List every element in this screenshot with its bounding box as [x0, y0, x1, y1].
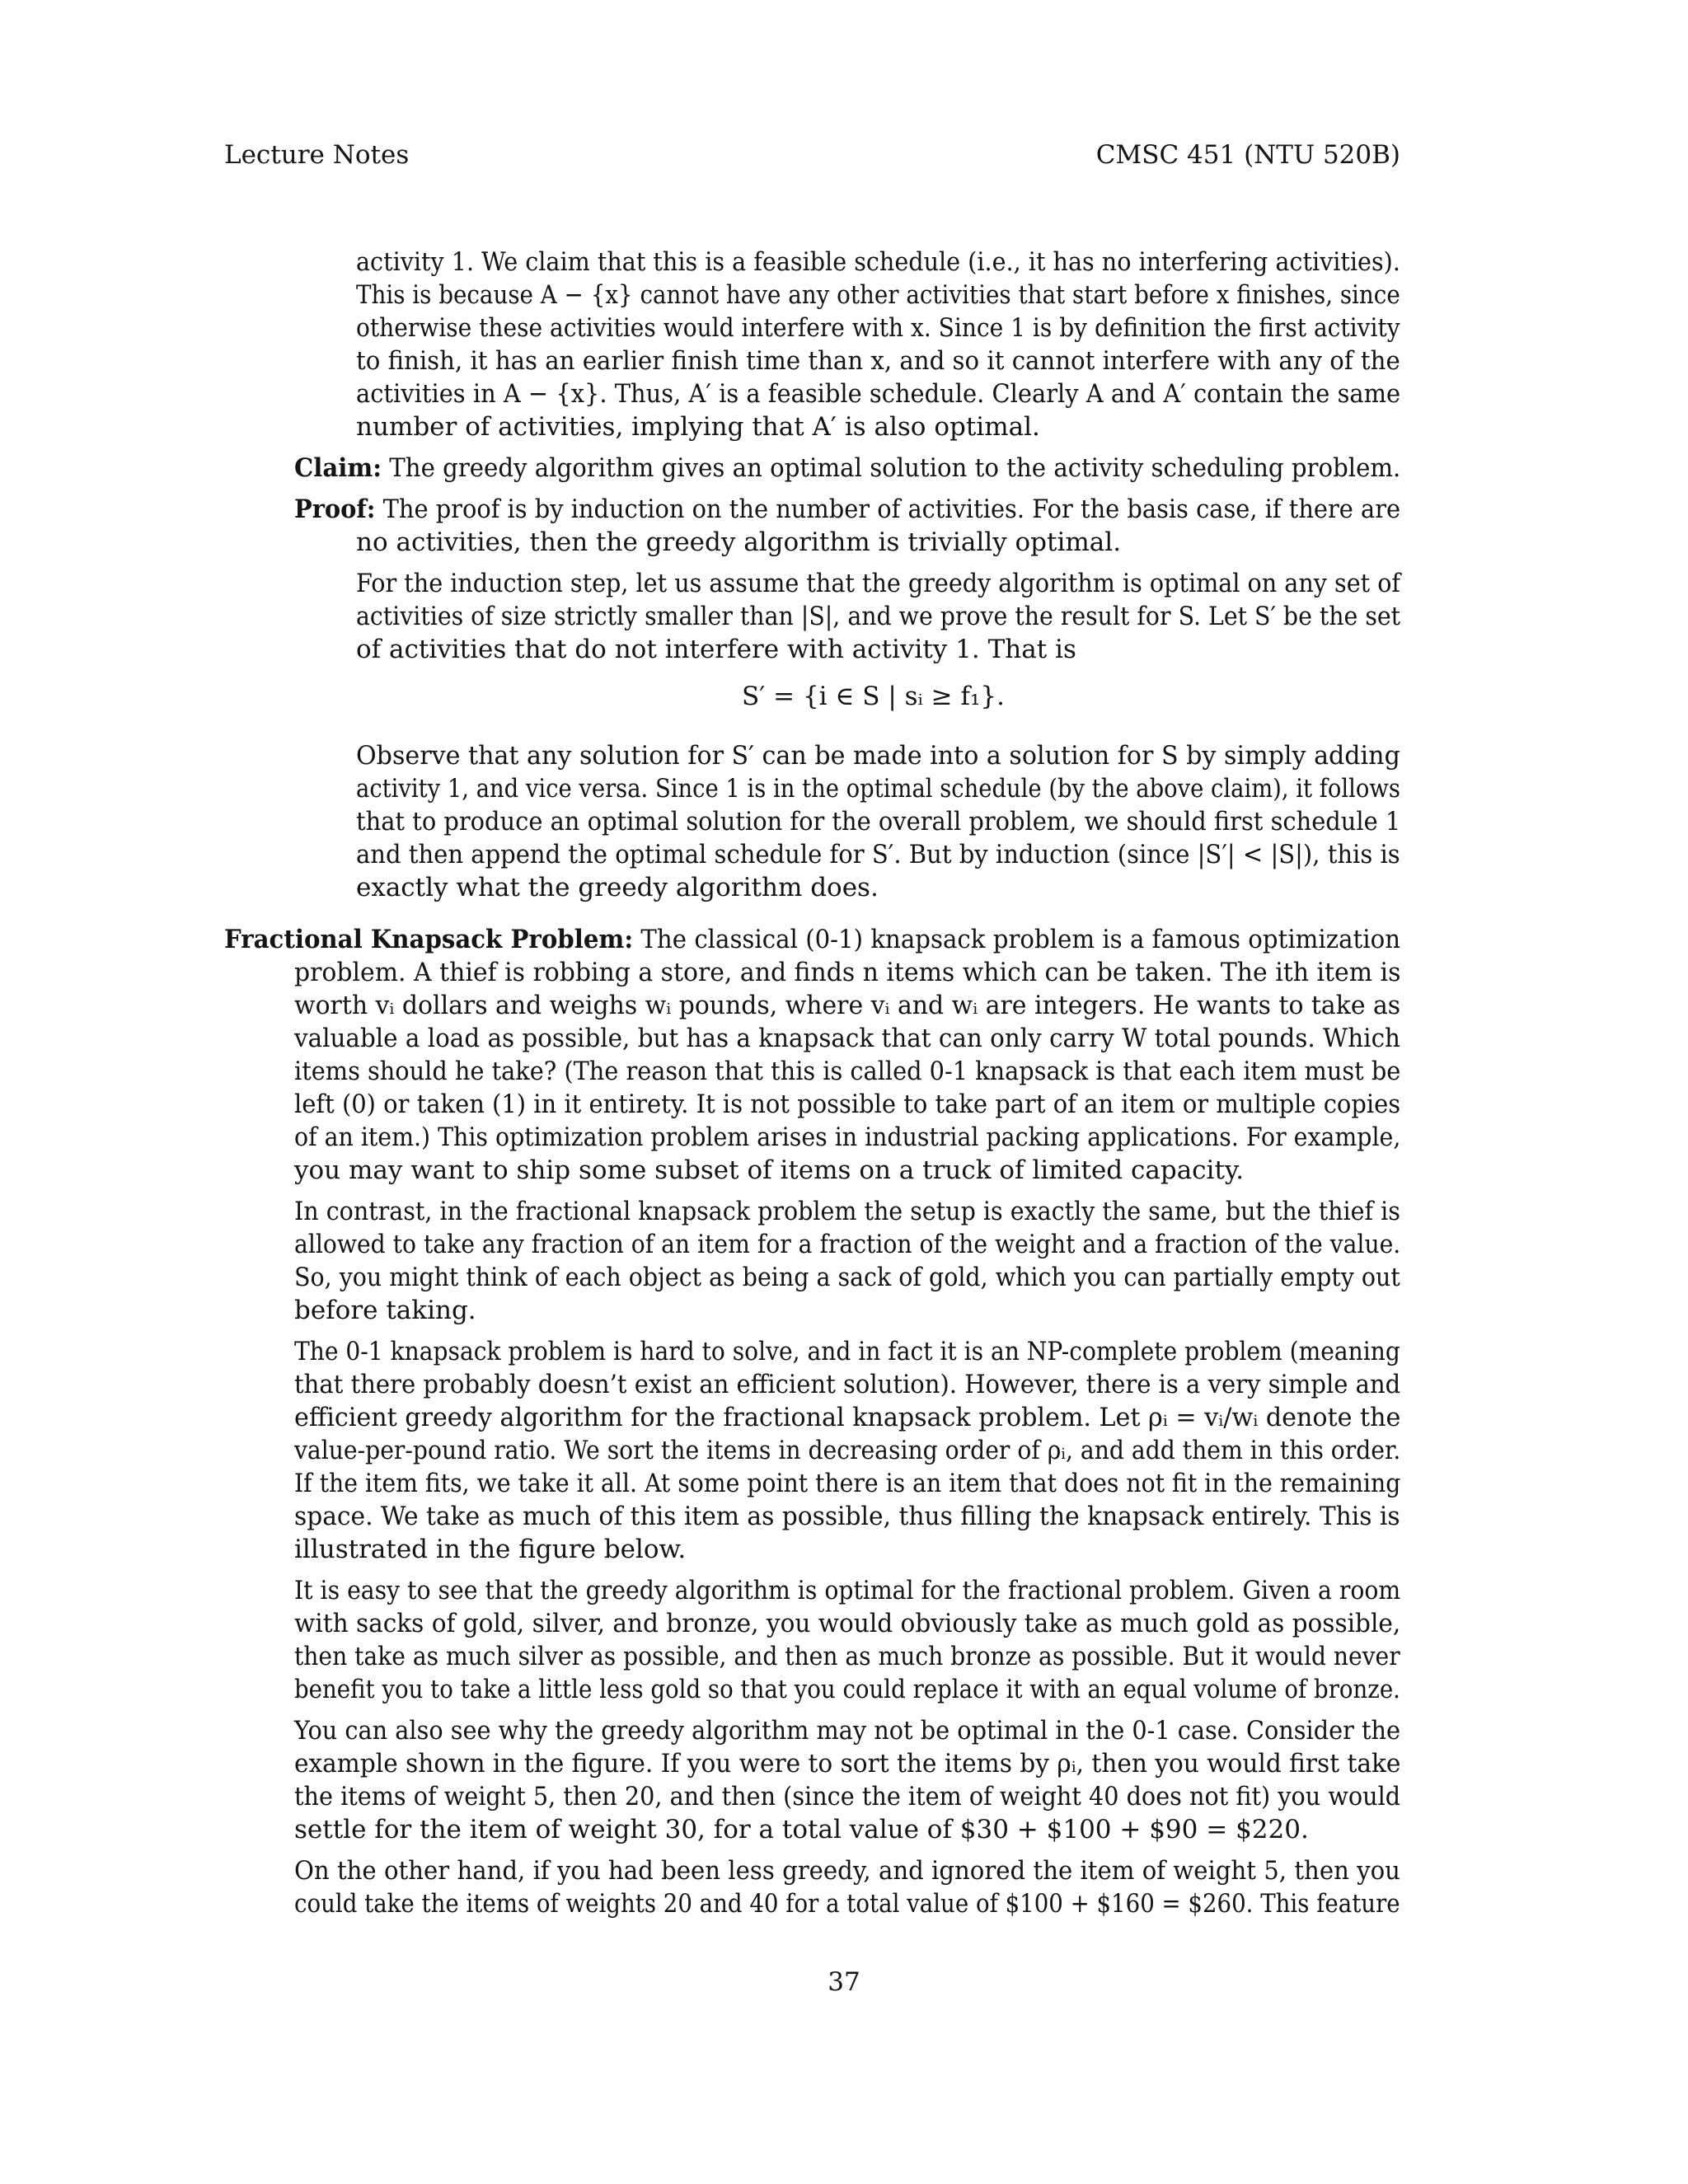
text-line: items should he take? (The reason that this is called 0-1 knapsack is that each item must be [294, 1057, 1401, 1086]
text-line: before taking. [294, 1296, 476, 1325]
text-line: of an item.) This optimization problem arises in industrial packing applications. For example, [294, 1122, 1401, 1152]
text-line: For the induction step, let us assume that the greedy algorithm is optimal on any set of [356, 569, 1401, 598]
text-line: no activities, then the greedy algorithm is trivially optimal. [356, 527, 1122, 557]
text-line: settle for the item of weight 30, for a total value of $30 + $100 + $90 = $220. [294, 1815, 1309, 1844]
text-line: So, you might think of each object as being a sack of gold, which you can partially empty out [294, 1263, 1400, 1292]
text-line: activities of size strictly smaller than |S|, and we prove the result for S. Let S′ be the set [356, 602, 1401, 631]
text-line: to finish, it has an earlier finish time than x, and so it cannot interfere with any of the [356, 346, 1400, 376]
header-left: Lecture Notes [224, 140, 410, 170]
claim-text: The greedy algorithm gives an optimal solution to the activity scheduling problem. [389, 453, 1401, 483]
text-line: could take the items of weights 20 and 40 for a total value of $100 + $160 = $260. This feature [294, 1889, 1400, 1919]
text-line: activities in A − {x}. Thus, A′ is a feasible schedule. Clearly A and A′ contain the same [356, 379, 1401, 409]
text-line: Observe that any solution for S′ can be made into a solution for S by simply adding [356, 741, 1400, 771]
text-line: you may want to ship some subset of items on a truck of limited capacity. [294, 1155, 1245, 1185]
fkp-line [224, 923, 1400, 956]
text-line: It is easy to see that the greedy algorithm is optimal for the fractional problem. Given a room [294, 1576, 1401, 1605]
text-line: illustrated in the figure below. [294, 1535, 687, 1564]
text-line: and then append the optimal schedule for S′. But by induction (since |S′| < |S|), this is [356, 840, 1400, 869]
text-line: activity 1, and vice versa. Since 1 is in the optimal schedule (by the above claim), it follows [356, 774, 1400, 804]
claim-line [294, 452, 1400, 485]
page-number: 37 [828, 1967, 860, 1997]
text-line: exactly what the greedy algorithm does. [356, 873, 879, 902]
text-line: example shown in the figure. If you were to sort the items by ρᵢ, then you would first take [294, 1749, 1401, 1779]
text-line: The 0-1 knapsack problem is hard to solve, and in fact it is an NP-complete problem (meaning [294, 1337, 1400, 1366]
proof-line [294, 493, 1400, 526]
text-line: number of activities, implying that A′ is also optimal. [356, 412, 1040, 442]
text-line: benefit you to take a little less gold so that you could replace it with an equal volume of bronze. [294, 1675, 1400, 1704]
proof-text: The proof is by induction on the number of activities. For the basis case, if there are [382, 494, 1401, 524]
text-line: space. We take as much of this item as possible, thus filling the knapsack entirely. This is [294, 1502, 1400, 1531]
text-line: with sacks of gold, silver, and bronze, you would obviously take as much gold as possible, [294, 1609, 1401, 1638]
header-right: CMSC 451 (NTU 520B) [1095, 140, 1400, 170]
text-line: In contrast, in the fractional knapsack problem the setup is exactly the same, but the thief is [294, 1197, 1400, 1226]
text-line: activity 1. We claim that this is a feasible schedule (i.e., it has no interfering activities). [356, 247, 1400, 277]
text-line: On the other hand, if you had been less greedy, and ignored the item of weight 5, then you [294, 1856, 1400, 1886]
text-line: then take as much silver as possible, and then as much bronze as possible. But it would never [294, 1642, 1400, 1671]
text-line: problem. A thief is robbing a store, and finds n items which can be taken. The ith item is [294, 958, 1401, 987]
text-line: of activities that do not interfere with activity 1. That is [356, 635, 1076, 664]
text-line: value-per-pound ratio. We sort the items in decreasing order of ρᵢ, and add them in this order. [294, 1436, 1401, 1465]
equation: S′ = {i ∈ S | sᵢ ≥ f₁}. [742, 682, 1005, 711]
text-line: worth vᵢ dollars and weighs wᵢ pounds, where vᵢ and wᵢ are integers. He wants to take as [294, 991, 1401, 1020]
text-line: efficient greedy algorithm for the fractional knapsack problem. Let ρᵢ = vᵢ/wᵢ denote the [294, 1403, 1401, 1432]
text-line: the items of weight 5, then 20, and then (since the item of weight 40 does not fit) you would [294, 1782, 1401, 1811]
text-line: allowed to take any fraction of an item for a fraction of the weight and a fraction of the value. [294, 1230, 1401, 1259]
claim-label: Claim: [294, 453, 382, 483]
fkp-text: The classical (0-1) knapsack problem is a famous optimization [640, 925, 1401, 954]
text-line: valuable a load as possible, but has a knapsack that can only carry W total pounds. Which [294, 1024, 1400, 1053]
proof-label: Proof: [294, 494, 376, 524]
text-line: that to produce an optimal solution for the overall problem, we should first schedule 1 [356, 807, 1401, 837]
text-line: otherwise these activities would interfere with x. Since 1 is by definition the first activity [356, 313, 1400, 343]
text-line: left (0) or taken (1) in it entirety. It is not possible to take part of an item or multiple copies [294, 1090, 1401, 1119]
fkp-label: Fractional Knapsack Problem: [224, 925, 634, 954]
text-line: This is because A − {x} cannot have any other activities that start before x finishes, since [356, 280, 1400, 310]
text-line: If the item fits, we take it all. At some point there is an item that does not fit in the remaining [294, 1469, 1401, 1498]
text-line: that there probably doesn’t exist an efficient solution). However, there is a very simple and [294, 1370, 1401, 1399]
text-line: You can also see why the greedy algorithm may not be optimal in the 0-1 case. Consider the [294, 1716, 1401, 1746]
